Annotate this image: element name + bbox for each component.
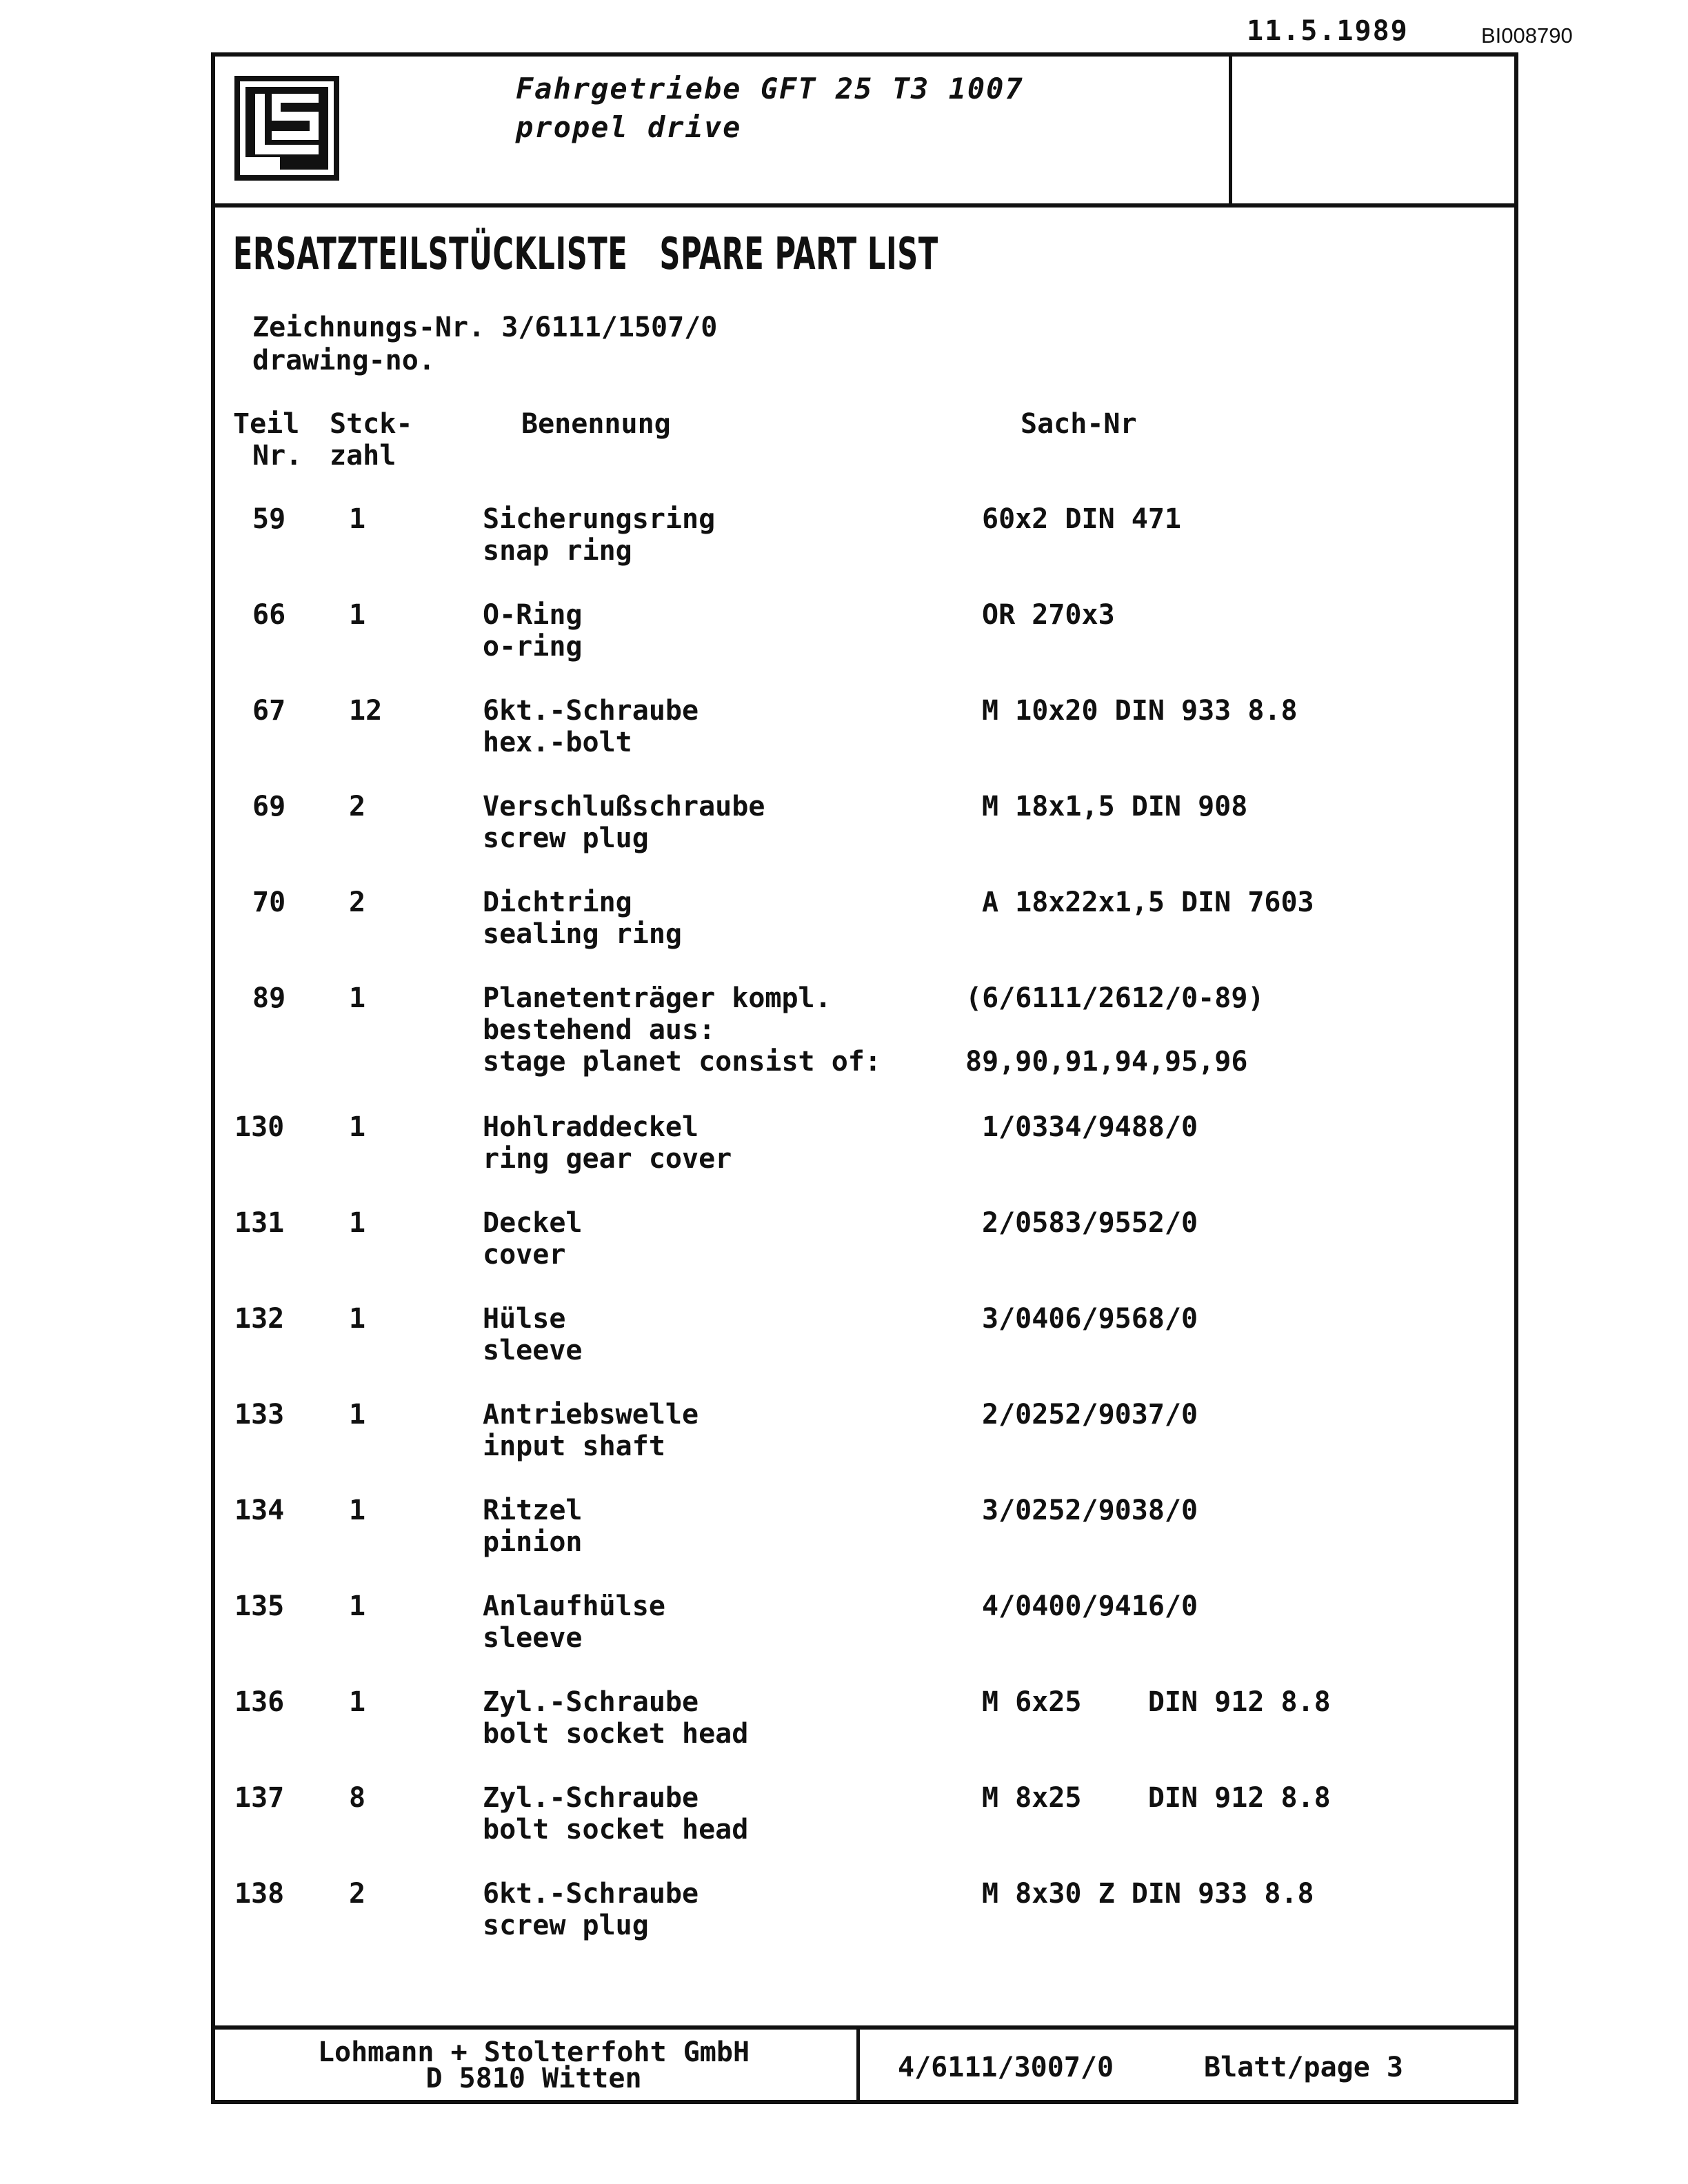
- part-name-de: Zyl.-Schraube: [483, 1782, 699, 1814]
- header-divider: [1229, 52, 1232, 205]
- article-number: 1/0334/9488/0: [982, 1111, 1198, 1143]
- part-number: 131: [234, 1207, 285, 1239]
- part-name-en: screw plug: [483, 822, 649, 854]
- part-number: 135: [234, 1590, 285, 1622]
- part-number: 66: [252, 599, 286, 631]
- header-bottom-rule: [211, 203, 1518, 208]
- drawing-label-en: drawing-no.: [252, 345, 435, 376]
- article-number: M 18x1,5 DIN 908: [982, 791, 1248, 822]
- document-id: BI008790: [1481, 23, 1573, 48]
- part-name-de: Anlaufhülse: [483, 1590, 665, 1622]
- quantity: 12: [349, 695, 383, 727]
- part-name-en: snap ring: [483, 535, 632, 567]
- article-number: 3/0252/9038/0: [982, 1495, 1198, 1526]
- article-number: 2/0252/9037/0: [982, 1399, 1198, 1430]
- document-reference: 4/6111/3007/0: [898, 2052, 1114, 2083]
- company-block: [211, 2036, 856, 2094]
- quantity: 1: [349, 599, 366, 631]
- part-number: 89: [252, 982, 286, 1014]
- article-number: A 18x22x1,5 DIN 7603: [982, 887, 1314, 918]
- product-title-de: Fahrgetriebe GFT 25 T3 1007: [516, 72, 1024, 105]
- part-name-de: Deckel: [483, 1207, 583, 1239]
- quantity: 1: [349, 1399, 366, 1430]
- part-name-en: ring gear cover: [483, 1143, 732, 1175]
- quantity: 1: [349, 1303, 366, 1335]
- article-number: M 8x25 DIN 912 8.8: [982, 1782, 1331, 1814]
- quantity: 1: [349, 1590, 366, 1622]
- part-number: 137: [234, 1782, 285, 1814]
- article-number: (6/6111/2612/0-89): [965, 982, 1265, 1014]
- part-number: 138: [234, 1878, 285, 1910]
- article-number: OR 270x3: [982, 599, 1115, 631]
- part-name-de: Zyl.-Schraube: [483, 1686, 699, 1718]
- part-name-en: sleeve: [483, 1622, 583, 1654]
- part-number: 130: [234, 1111, 285, 1143]
- part-number: 132: [234, 1303, 285, 1335]
- part-name-de: Antriebswelle: [483, 1399, 699, 1430]
- quantity: 2: [349, 791, 366, 822]
- part-name-de: Sicherungsring: [483, 503, 716, 535]
- document-date: 11.5.1989: [1247, 15, 1409, 47]
- column-header-qty-line1: Stck-: [330, 408, 413, 440]
- quantity: 8: [349, 1782, 366, 1814]
- part-number: 136: [234, 1686, 285, 1718]
- article-number: 4/0400/9416/0: [982, 1590, 1198, 1622]
- part-name-de: 6kt.-Schraube: [483, 1878, 699, 1910]
- quantity: 2: [349, 1878, 366, 1910]
- part-number: 69: [252, 791, 286, 822]
- drawing-label-de: Zeichnungs-Nr.: [252, 312, 485, 343]
- column-header-part-line1: Teil: [233, 408, 300, 440]
- quantity: 1: [349, 1495, 366, 1526]
- part-name-en: cover: [483, 1239, 566, 1271]
- part-name-en: input shaft: [483, 1430, 665, 1462]
- quantity: 1: [349, 503, 366, 535]
- part-name-en: screw plug: [483, 1910, 649, 1941]
- part-number: 134: [234, 1495, 285, 1526]
- column-header-part-line2: Nr.: [252, 440, 303, 472]
- part-name-de: Hülse: [483, 1303, 566, 1335]
- part-name-de: Ritzel: [483, 1495, 583, 1526]
- column-header-qty-line2: zahl: [330, 440, 396, 472]
- quantity: 1: [349, 1111, 366, 1143]
- part-name-en: o-ring: [483, 631, 583, 663]
- part-name-de: Verschlußschraube: [483, 791, 765, 822]
- ls-logo-icon: [234, 76, 339, 181]
- drawing-number-line: [252, 312, 717, 343]
- article-number: 60x2 DIN 471: [982, 503, 1181, 535]
- part-name-de: Planetenträger kompl.: [483, 982, 832, 1014]
- quantity: 1: [349, 982, 366, 1014]
- part-name-en: sleeve: [483, 1335, 583, 1366]
- company-name: Lohmann + Stolterfoht GmbH: [317, 2036, 750, 2068]
- heading-de: ERSATZTEILSTÜCKLISTE: [233, 229, 628, 280]
- article-number: M 6x25 DIN 912 8.8: [982, 1686, 1331, 1718]
- part-number: 70: [252, 887, 286, 918]
- part-name-en: stage planet consist of:: [483, 1046, 881, 1078]
- article-number: 2/0583/9552/0: [982, 1207, 1198, 1239]
- part-name-de: O-Ring: [483, 599, 583, 631]
- heading-en: SPARE PART LIST: [659, 229, 938, 280]
- part-name-de-continued: bestehend aus:: [483, 1014, 716, 1046]
- footer-top-rule: [211, 2025, 1518, 2030]
- article-number: 3/0406/9568/0: [982, 1303, 1198, 1335]
- quantity: 1: [349, 1207, 366, 1239]
- page-heading: [233, 229, 938, 280]
- article-number: M 8x30 Z DIN 933 8.8: [982, 1878, 1314, 1910]
- part-name-en: bolt socket head: [483, 1814, 749, 1846]
- part-number: 133: [234, 1399, 285, 1430]
- part-name-en: bolt socket head: [483, 1718, 749, 1750]
- column-header-name: Benennung: [521, 408, 671, 440]
- product-title-en: propel drive: [516, 110, 742, 144]
- quantity: 2: [349, 887, 366, 918]
- page-number: Blatt/page 3: [1204, 2052, 1403, 2083]
- part-name-de: Dichtring: [483, 887, 632, 918]
- part-number: 59: [252, 503, 286, 535]
- drawing-number: 3/6111/1507/0: [501, 312, 718, 343]
- part-number: 67: [252, 695, 286, 727]
- part-name-en: pinion: [483, 1526, 583, 1558]
- part-name-de: 6kt.-Schraube: [483, 695, 699, 727]
- article-number: M 10x20 DIN 933 8.8: [982, 695, 1298, 727]
- quantity: 1: [349, 1686, 366, 1718]
- part-name-en: hex.-bolt: [483, 727, 632, 758]
- footer-divider: [856, 2025, 860, 2104]
- company-address: D 5810 Witten: [425, 2063, 642, 2094]
- column-header-article: Sach-Nr: [1021, 408, 1137, 440]
- assembly-components: 89,90,91,94,95,96: [965, 1046, 1248, 1078]
- part-name-en: sealing ring: [483, 918, 682, 950]
- part-name-de: Hohlraddeckel: [483, 1111, 699, 1143]
